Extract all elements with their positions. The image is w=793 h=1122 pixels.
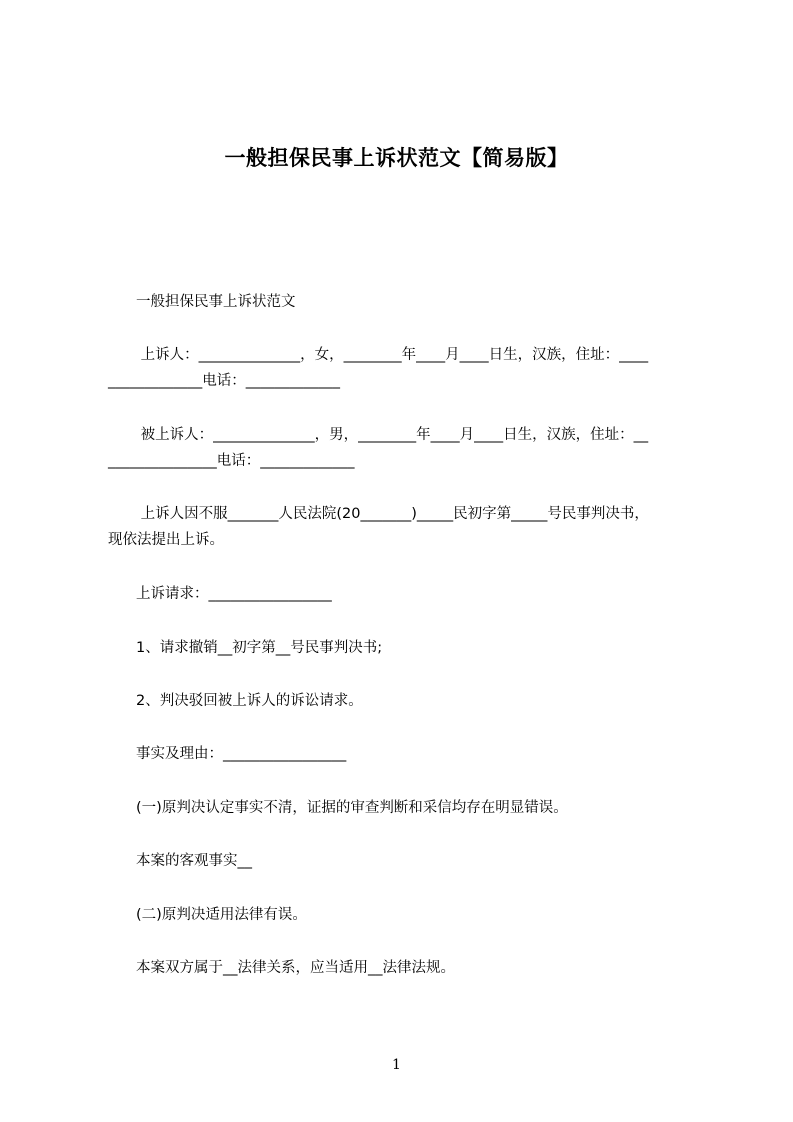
paragraph-heading: 一般担保民事上诉状范文 [136, 294, 296, 310]
paragraph-request-1: 1、请求撤销__初字第__号民事判决书; [136, 640, 383, 656]
paragraph-objective-facts: 本案的客观事实__ [136, 853, 252, 869]
paragraph-appellee-line2: _______________电话：_____________ [108, 453, 355, 469]
paragraph-appellant-line1: 上诉人：______________，女，________年____月____日生，汉族，住址：____ [136, 347, 649, 363]
paragraph-appellant-line2: _____________电话：_____________ [108, 373, 340, 389]
paragraph-appeal-reason-line2: 现依法提出上诉。 [108, 532, 224, 548]
paragraph-reason-1: (一)原判决认定事实不清，证据的审查判断和采信均存在明显错误。 [136, 800, 568, 816]
paragraph-appellee-line1: 被上诉人：______________，男，________年____月____日生，汉族，住址：__ [136, 427, 649, 443]
paragraph-legal-relation: 本案双方属于__法律关系，应当适用__法律法规。 [136, 960, 455, 976]
paragraph-appeal-request: 上诉请求：_________________ [136, 586, 332, 602]
paragraph-reason-2: (二)原判决适用法律有误。 [136, 907, 307, 923]
paragraph-facts-reasons: 事实及理由：_________________ [136, 746, 347, 762]
paragraph-appeal-reason-line1: 上诉人因不服_______人民法院(20_______)_____民初字第_____号民事判决书， [136, 506, 649, 522]
page-number: 1 [392, 1057, 401, 1073]
document-title: 一般担保民事上诉状范文【简易版】 [224, 146, 569, 170]
paragraph-request-2: 2、判决驳回被上诉人的诉讼请求。 [136, 693, 363, 709]
